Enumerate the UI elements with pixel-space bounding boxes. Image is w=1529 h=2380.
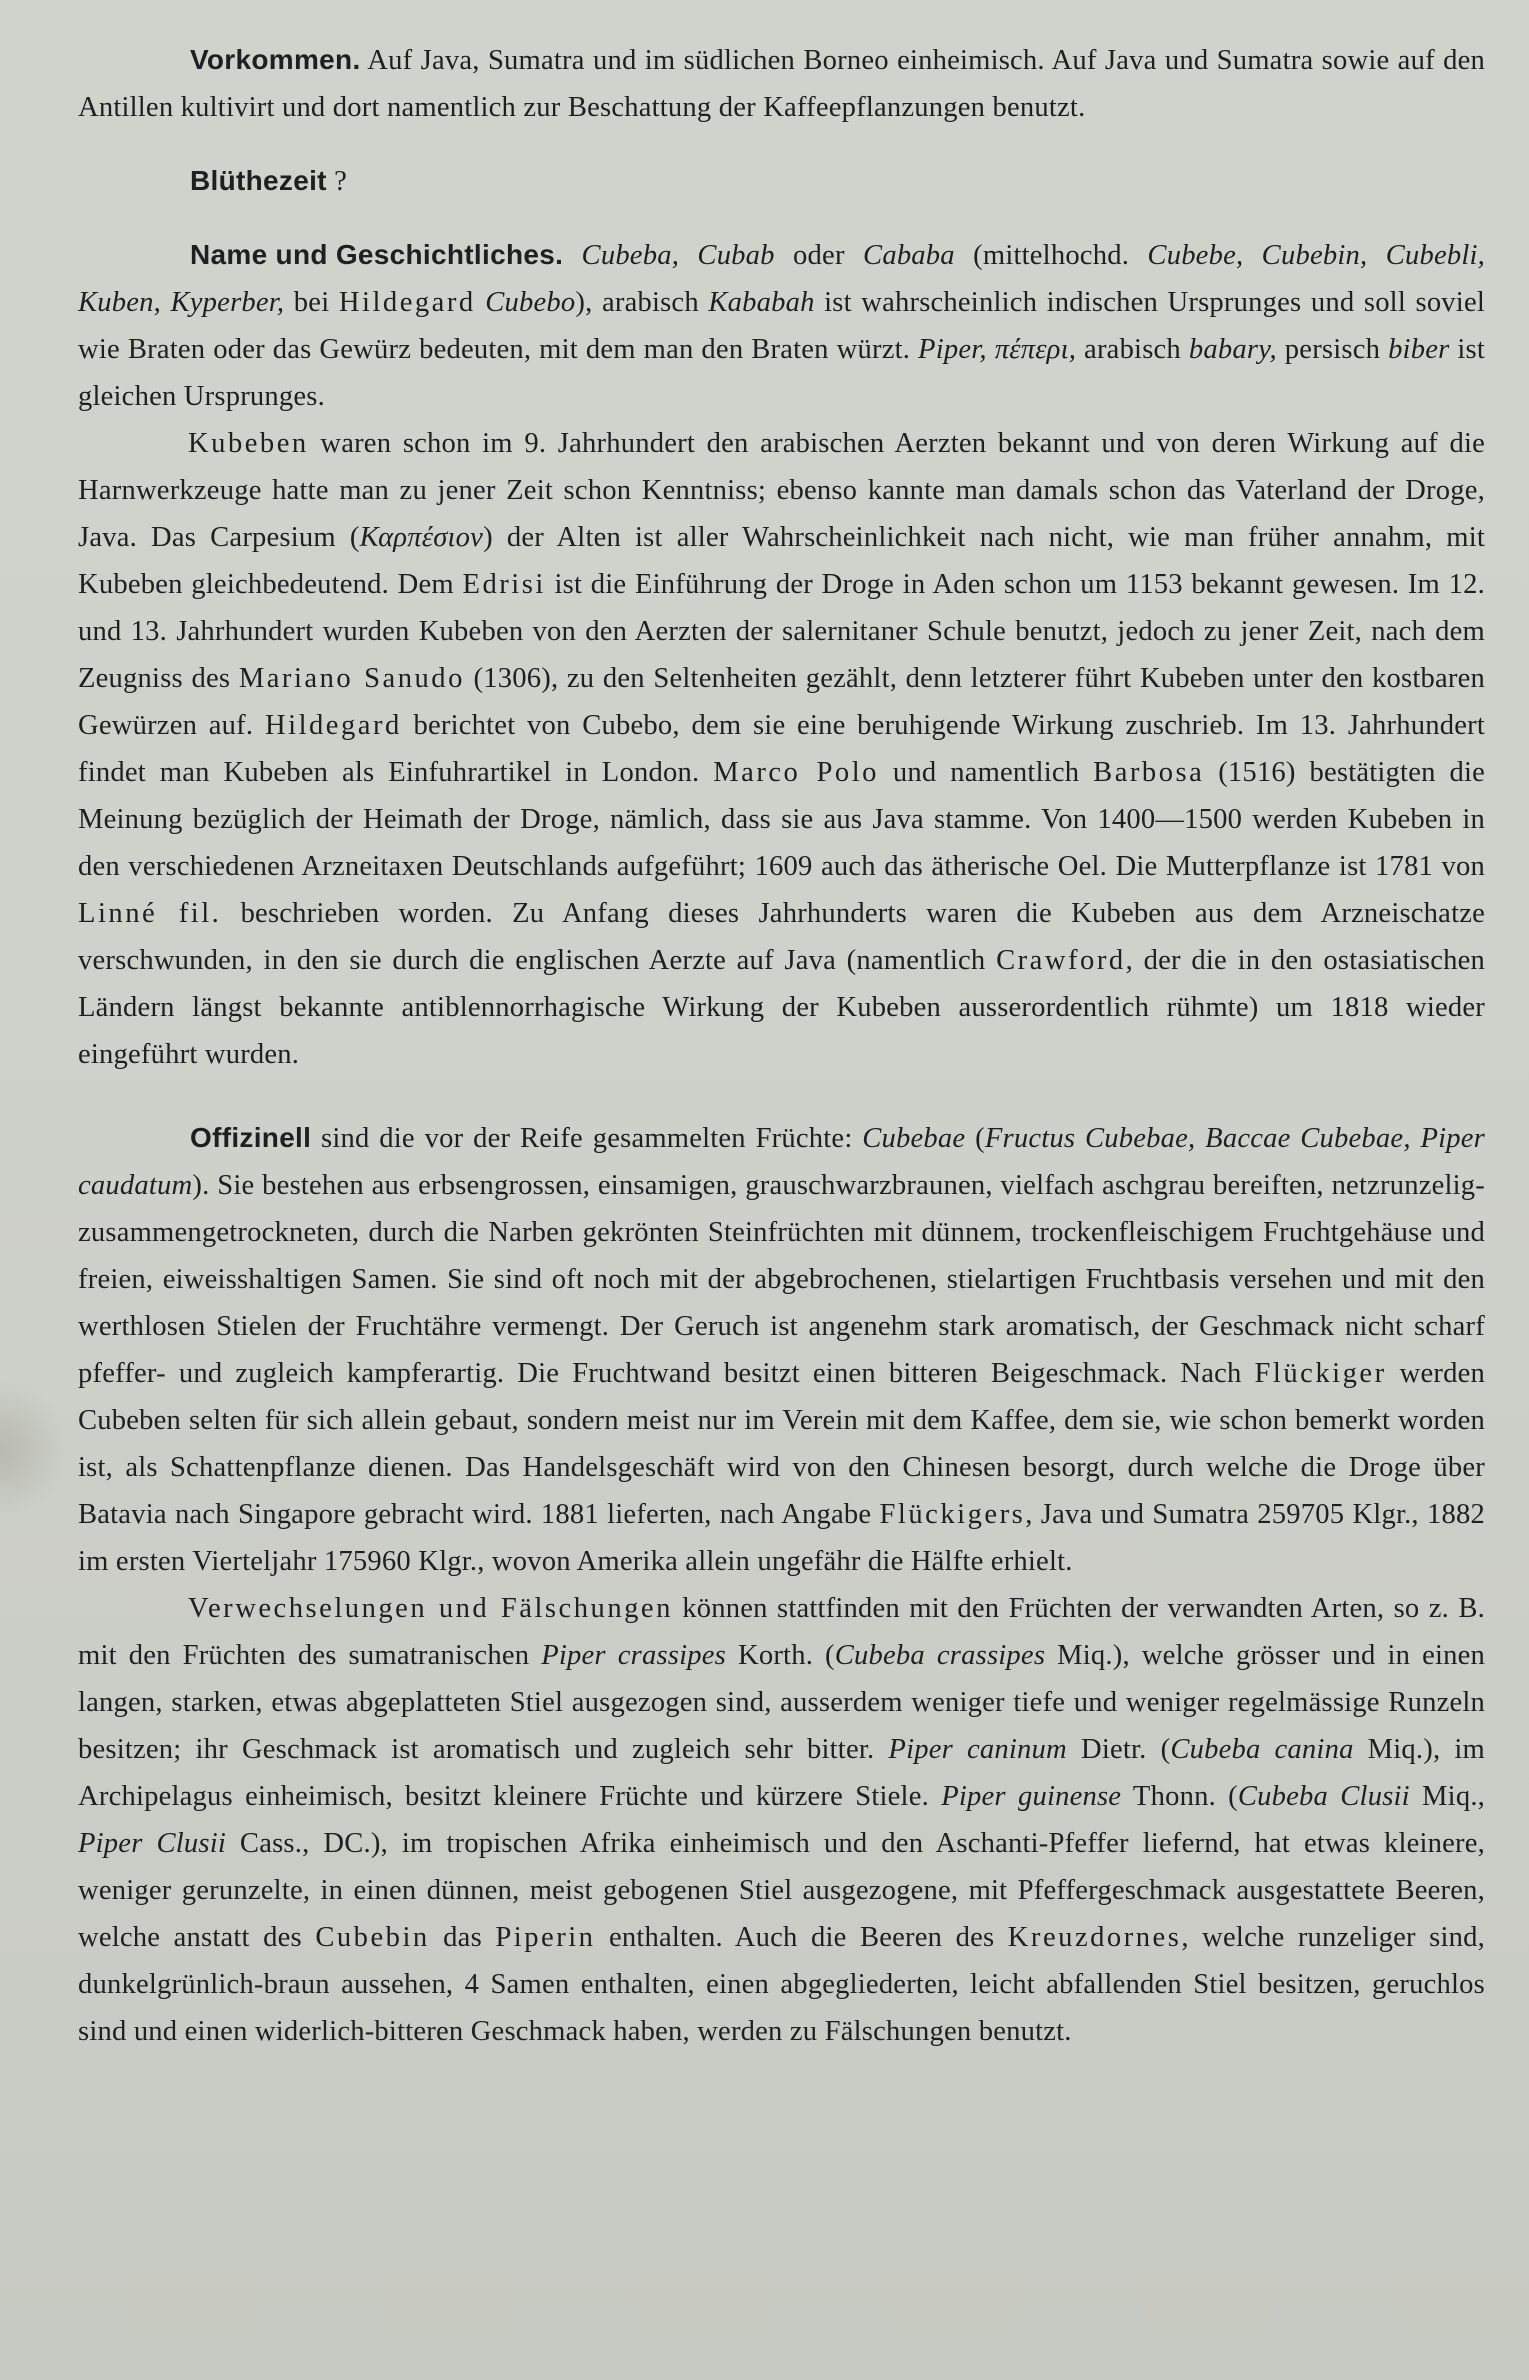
text-run: sind die vor der Reife gesammelten Früchte: bbox=[321, 1123, 863, 1154]
text-run: Miq.), im Archipelagus einheimisch, besitzt kleinere Früchte und kürzere Stiele. bbox=[78, 1734, 1486, 1812]
spaced-run: Flückiger bbox=[1254, 1358, 1387, 1389]
text-run: Cass., DC.), im tropischen Afrika einheimisch und den Aschanti-Pfeffer liefernd, hat etwas kleinere, weniger gerunzelte, in einen dünnen, meist gebogenen Stiel ausgezogene, mit Pfeffergeschmack ausgestattete Beeren, welche anstatt des bbox=[78, 1828, 1486, 1953]
text-run: persisch bbox=[1276, 334, 1389, 365]
text-run: ( bbox=[965, 1123, 985, 1154]
italic-run: babary, bbox=[1188, 334, 1277, 365]
italic-run: Cubeba, Cubab bbox=[581, 240, 775, 271]
spaced-run: Linné fil. bbox=[78, 898, 222, 929]
italic-run: Kababah bbox=[708, 287, 815, 318]
text-run: , welche runzeliger sind, dunkelgrünlich-braun aussehen, 4 Samen enthalten, einen abgegliederten, leicht abfallenden Stiel besitzen, geruchlos sind und einen widerlich-bitteren Geschmack haben, werden zu Fälschungen benutzt. bbox=[78, 1922, 1485, 2047]
text-run: ist wahrscheinlich indischen Ursprunges und soll soviel wie Braten oder das Gewürz bedeuten, mit dem man den Braten würzt. bbox=[78, 287, 1485, 365]
text-run: bei bbox=[284, 287, 339, 318]
italic-run: Cababa bbox=[863, 240, 955, 271]
text-run: arabisch bbox=[1076, 334, 1189, 365]
offizinell-paragraph-2-text bbox=[78, 1593, 1485, 2047]
text-run: Miq., bbox=[1409, 1781, 1486, 1812]
italic-run: Piper caninum bbox=[888, 1734, 1067, 1765]
section-vorkommen bbox=[78, 36, 1485, 131]
text-run: ), arabisch bbox=[575, 287, 709, 318]
text-run: waren schon im 9. Jahrhundert den arabischen Aerzten bekannt und von deren Wirkung auf die Harnwerkzeuge hatte man zu jener Zeit schon Kenntniss; ebenso kannte man damals schon das Vaterland der Droge, Java. Das Carpesium ( bbox=[78, 428, 1485, 553]
section-offizinell bbox=[78, 1114, 1485, 2055]
spaced-run: Barbosa bbox=[1093, 757, 1205, 788]
spaced-run: Hildegard bbox=[264, 710, 402, 741]
text-run: und namentlich bbox=[878, 757, 1094, 788]
text-run: , Java und Sumatra 259705 Klgr., 1882 im ersten Vierteljahr 175960 Klgr., wovon Amerika allein ungefähr die Hälfte erhielt. bbox=[78, 1499, 1485, 1577]
italic-run: Cubeba Clusii bbox=[1237, 1781, 1410, 1812]
section-name-geschichtliches bbox=[78, 231, 1485, 1078]
italic-run: Piper guinense bbox=[941, 1781, 1122, 1812]
section-bluethezeit bbox=[78, 157, 1485, 205]
text-run: beschrieben worden. Zu Anfang dieses Jahrhunderts waren die Kubeben aus dem Arzneischatze verschwunden, in den sie durch die englischen Aerzte auf Java (namentlich bbox=[78, 898, 1485, 976]
italic-run: Cubeba crassipes bbox=[834, 1640, 1046, 1671]
bluethezeit-paragraph bbox=[78, 157, 1485, 205]
text-run: können stattfinden mit den Früchten der verwandten Arten, so z. B. mit den Früchten des sumatranischen bbox=[78, 1593, 1485, 1671]
text-run: das bbox=[429, 1922, 496, 1953]
text-run: werden Cubeben selten für sich allein gebaut, sondern meist nur im Verein mit dem Kaffee, dem sie, wie schon bemerkt worden ist, als Schattenpflanze dienen. Das Handelsgeschäft wird von den Chinesen besorgt, durch welche die Droge über Batavia nach Singapore gebracht wird. 1881 lieferten, nach Angabe bbox=[78, 1358, 1485, 1530]
italic-run: Cubebae bbox=[862, 1123, 966, 1154]
bluethezeit-heading: Blüthezeit bbox=[190, 165, 327, 196]
spaced-run: Crawford bbox=[996, 945, 1126, 976]
bluethezeit-text: ? bbox=[334, 166, 348, 197]
vorkommen-heading: Vorkommen. bbox=[190, 44, 361, 75]
spaced-run: Marco Polo bbox=[713, 757, 879, 788]
text-run: (1306), zu den Seltenheiten gezählt, denn letzterer führt Kubeben unter den kostbaren Gewürzen auf. bbox=[78, 663, 1486, 741]
spaced-run: Kreuzdornes bbox=[1007, 1922, 1182, 1953]
text-run: ist gleichen Ursprunges. bbox=[78, 334, 1485, 412]
text-run: berichtet von Cubebo, dem sie eine beruhigende Wirkung zuschrieb. Im 13. Jahrhundert findet man Kubeben als Einfuhrartikel in London. bbox=[78, 710, 1486, 788]
italic-run: Cubebe, Cubebin, Cubebli, Kuben, Kyperber, bbox=[78, 240, 1485, 318]
spaced-run: Hildegard bbox=[338, 287, 476, 318]
italic-run: Fructus Cubebae, Baccae Cubebae, Piper caudatum bbox=[78, 1123, 1485, 1201]
italic-run: Piper Clusii bbox=[78, 1828, 226, 1859]
italic-run: Cubeba canina bbox=[1170, 1734, 1354, 1765]
name-paragraph-2-text bbox=[78, 428, 1485, 1070]
offizinell-paragraph-1-text bbox=[78, 1123, 1485, 1577]
text-run: (1516) bestätigten die Meinung bezüglich der Heimath der Droge, nämlich, dass sie aus Java stamme. Von 1400—1500 werden Kubeben in den verschiedenen Arzneitaxen Deutschlands aufgeführt; 1609 auch das ätherische Oel. Die Mutterpflanze ist 1781 von bbox=[78, 757, 1486, 882]
name-paragraph-2 bbox=[78, 420, 1485, 1078]
vorkommen-paragraph bbox=[78, 36, 1485, 131]
spaced-run: Edrisi bbox=[462, 569, 546, 600]
text-run: Miq.), welche grösser und in einen langen, starken, etwas abgeplatteten Stiel ausgezogen sind, ausserdem weniger tiefe und weniger regelmässige Runzeln besitzen; ihr Geschmack ist aromatisch und zugleich sehr bitter. bbox=[78, 1640, 1486, 1765]
text-run bbox=[476, 287, 486, 318]
italic-run: Cubebo bbox=[485, 287, 576, 318]
text-run: ist die Einführung der Droge in Aden schon um 1153 bekannt gewesen. Im 12. und 13. Jahrhundert wurden Kubeben von den Aerzten der salernitaner Schule benutzt, jedoch zu jener Zeit, nach dem Zeugniss des bbox=[78, 569, 1485, 694]
italic-run: Piper, πέπερι, bbox=[918, 334, 1077, 365]
spaced-run: Flückigers bbox=[879, 1499, 1026, 1530]
spaced-run: Mariano Sanudo bbox=[238, 663, 465, 694]
text-run: , der die in den ostasiatischen Ländern längst bekannte antiblennorrhagische Wirkung der Kubeben ausserordentlich rühmte) um 1818 wieder eingeführt wurden. bbox=[78, 945, 1486, 1070]
offizinell-paragraph-1 bbox=[78, 1114, 1485, 1585]
vorkommen-text: Auf Java, Sumatra und im südlichen Borneo einheimisch. Auf Java und Sumatra sowie auf den Antillen kultivirt und dort namentlich zur Beschattung der Kaffeepflanzungen benutzt. bbox=[78, 45, 1485, 123]
text-run: Dietr. ( bbox=[1066, 1734, 1171, 1765]
spaced-run: Cubebin bbox=[315, 1922, 430, 1953]
name-paragraph-1 bbox=[78, 231, 1485, 420]
spaced-run: Verwechselungen und Fälschungen bbox=[188, 1593, 673, 1624]
offizinell-heading: Offizinell bbox=[190, 1122, 312, 1153]
name-heading: Name und Geschichtliches. bbox=[190, 239, 564, 270]
offizinell-paragraph-2 bbox=[78, 1585, 1485, 2055]
paper-stain bbox=[0, 1380, 70, 1520]
text-run: oder bbox=[774, 240, 864, 271]
spaced-run: Piperin bbox=[495, 1922, 596, 1953]
text-run: Korth. ( bbox=[725, 1640, 835, 1671]
text-run: Thonn. ( bbox=[1121, 1781, 1238, 1812]
text-run: ). Sie bestehen aus erbsengrossen, einsamigen, grauschwarzbraunen, vielfach aschgrau bereiften, netzrunzelig-zusammengetrockneten, durch die Narben gekrönten Steinfrüchten mit dünnem, trockenfleischigem Fruchtgehäuse und freien, eiweisshaltigen Samen. Sie sind oft noch mit der abgebrochenen, stielartigen Fruchtbasis versehen und mit den werthlosen Stielen der Fruchtähre vermengt. Der Geruch ist angenehm stark aromatisch, der Geschmack nicht scharf pfeffer- und zugleich kampferartig. Die Fruchtwand besitzt einen bitteren Beigeschmack. Nach bbox=[78, 1170, 1485, 1389]
spaced-run: Kubeben bbox=[188, 428, 309, 459]
italic-run: Piper crassipes bbox=[541, 1640, 726, 1671]
text-run: ) der Alten ist aller Wahrscheinlichkeit nach nicht, wie man früher annahm, mit Kubeben gleichbedeutend. Dem bbox=[78, 522, 1485, 600]
text-run: (mittelhochd. bbox=[954, 240, 1148, 271]
italic-run: Καρπέσιον bbox=[359, 522, 484, 553]
italic-run: biber bbox=[1388, 334, 1450, 365]
text-run: enthalten. Auch die Beeren des bbox=[595, 1922, 1008, 1953]
